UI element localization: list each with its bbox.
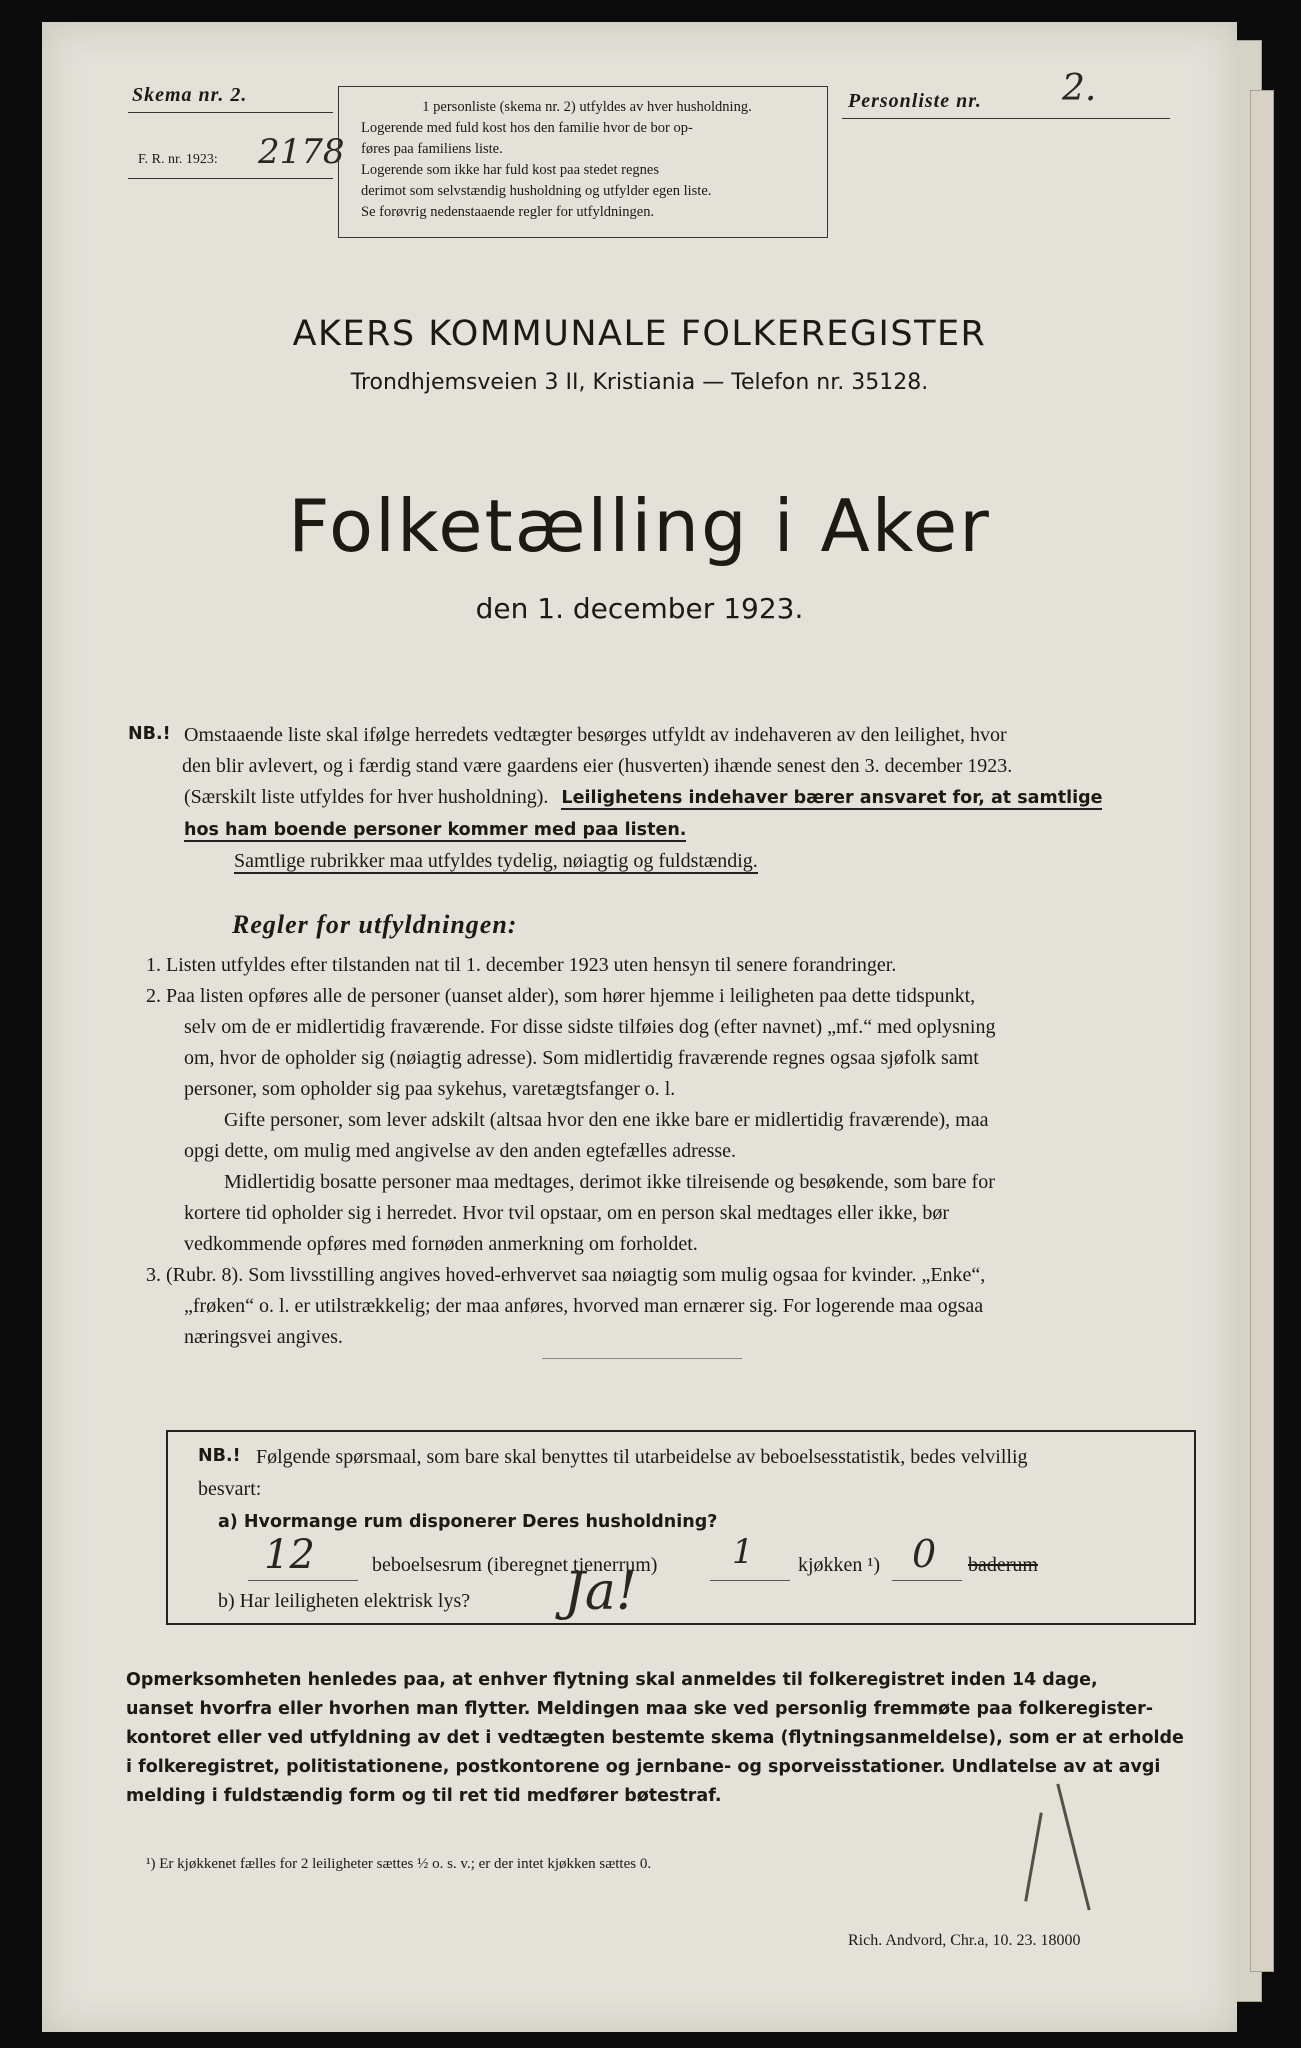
rule-line: „frøken“ o. l. er utilstrækkelig; der maa anføres, hvorved man ernærer sig. For logerende maa ogsaa <box>184 1295 984 1317</box>
kitchen-value: 1 <box>732 1532 754 1572</box>
answer-line <box>892 1580 962 1581</box>
rule-line: vedkommende opføres med fornøden anmerkning om forholdet. <box>184 1233 698 1255</box>
nb-line: den blir avlevert, og i færdig stand være gaardens eier (husverten) ihænde senest den 3. december 1923. <box>182 755 1013 777</box>
census-form-page <box>42 22 1237 2032</box>
nb-line <box>184 846 1184 877</box>
census-date: den 1. december 1923. <box>475 592 804 625</box>
divider <box>842 118 1170 119</box>
org-address: Trondhjemsveien 3 II, Kristiania — Telefon nr. 35128. <box>350 370 929 395</box>
nb-emphasis: Samtlige rubrikker maa utfyldes tydelig, nøiagtig og fuldstændig. <box>234 850 758 872</box>
answer-line <box>710 1580 790 1581</box>
bath-label: baderum <box>968 1554 1038 1576</box>
moving-line: i folkeregistret, politistationene, postkontorene og jernbane- og sporveisstationer. Undlatelse av at avgi <box>126 1757 1161 1777</box>
org-name: AKERS KOMMUNALE FOLKEREGISTER <box>292 314 987 354</box>
page-edge <box>1250 90 1274 1972</box>
housing-intro: Følgende spørsmaal, som bare skal benyttes til utarbeidelse av beboelsesstatistik, bedes velvillig <box>256 1446 1028 1468</box>
notice-box <box>338 86 828 238</box>
fr-number: 2178 <box>258 132 345 172</box>
kitchen-label: kjøkken ¹) <box>798 1554 881 1576</box>
check-mark <box>1024 1812 1043 1901</box>
answer-line <box>248 1580 358 1581</box>
rule-line: selv om de er midlertidig fraværende. For disse sidste tilføies dog (efter navnet) „mf.“ med oplysning <box>184 1016 996 1038</box>
nb-line <box>184 814 1184 846</box>
divider <box>128 112 333 113</box>
rules-list <box>146 950 1186 1353</box>
notice-line: derimot som selvstændig husholdning og utfylder egen liste. <box>361 183 712 199</box>
divider <box>128 178 333 179</box>
rule-line: opgi dette, om mulig med angivelse av den anden egtefælles adresse. <box>184 1140 737 1162</box>
fr-label: F. R. nr. 1923: <box>138 152 218 167</box>
rooms-label: beboelsesrum (iberegnet tjenerrum) <box>372 1554 658 1576</box>
printer-mark: Rich. Andvord, Chr.a, 10. 23. 18000 <box>848 1932 1081 1949</box>
housing-intro: besvart: <box>198 1478 262 1500</box>
notice-line: føres paa familiens liste. <box>361 141 503 157</box>
skema-label: Skema nr. 2. <box>132 84 248 106</box>
rule-line: 2. Paa listen opføres alle de personer (uanset alder), som hører hjemme i leiligheten paa dette tidspunkt, <box>146 985 976 1007</box>
rule-line: kortere tid opholder sig i herredet. Hvor tvil opstaar, om en person skal medtages eller ikke, bør <box>184 1202 950 1224</box>
rules-heading: Regler for utfyldningen: <box>232 910 518 939</box>
rooms-value: 12 <box>264 1532 315 1578</box>
personliste-label: Personliste nr. <box>848 90 982 112</box>
notice-line: Logerende som ikke har fuld kost paa stedet regnes <box>361 162 659 178</box>
electric-value: Ja! <box>564 1562 637 1622</box>
nb-line <box>184 782 1184 814</box>
nb-line: Omstaaende liste skal ifølge herredets vedtægter besørges utfyldt av indehaveren av den leilighet, hvor <box>184 724 1007 746</box>
moving-line: kontoret eller ved utfyldning av det i vedtægten bestemte skema (flytningsanmeldelse), som er at erholde <box>126 1728 1184 1748</box>
notice-line: Logerende med fuld kost hos den familie hvor de bor op- <box>361 120 693 136</box>
housing-nb-label: NB.! <box>198 1446 241 1466</box>
moving-line: Opmerksomheten henledes paa, at enhver flytning skal anmeldes til folkeregistret inden 14 dage, <box>126 1670 1098 1690</box>
moving-notice <box>126 1666 1196 1811</box>
notice-line: 1 personliste (skema nr. 2) utfyldes av hver husholdning. <box>422 99 752 115</box>
nb-line-part: (Særskilt liste utfyldes for hver husholdning). <box>184 786 549 808</box>
rule-line: Midlertidig bosatte personer maa medtages, derimot ikke tilreisende og besøkende, som bare for <box>224 1171 995 1193</box>
notice-line: Se forøvrig nedenstaaende regler for utfyldningen. <box>361 204 655 220</box>
page-title: Folketælling i Aker <box>288 484 991 568</box>
bath-value: 0 <box>912 1532 937 1576</box>
rule-line: Gifte personer, som lever adskilt (altsaa hvor den ene ikke bare er midlertidig fraværende), maa <box>224 1109 989 1131</box>
question-electric: b) Har leiligheten elektrisk lys? <box>218 1590 471 1612</box>
nb-emphasis: Leilighetens indehaver bærer ansvaret for, at samtlige <box>561 788 1103 808</box>
divider <box>542 1358 742 1359</box>
footnote: ¹) Er kjøkkenet fælles for 2 leiligheter sættes ½ o. s. v.; er der intet kjøkken sættes 0. <box>146 1856 652 1872</box>
nb-emphasis: hos ham boende personer kommer med paa listen. <box>184 820 687 840</box>
personliste-number: 2. <box>1062 68 1097 109</box>
rule-line: om, hvor de opholder sig (nøiagtig adresse). Som midlertidig fraværende regnes ogsaa sjøfolk samt <box>184 1047 979 1069</box>
rule-line: 1. Listen utfyldes efter tilstanden nat til 1. december 1923 uten hensyn til senere forandringer. <box>146 954 897 976</box>
nb-label: NB.! <box>128 724 171 744</box>
question-rooms: a) Hvormange rum disponerer Deres husholdning? <box>218 1512 718 1532</box>
nb-paragraph <box>184 720 1184 877</box>
housing-question-box <box>166 1430 1196 1625</box>
moving-line: uanset hvorfra eller hvorhen man flytter. Meldingen maa ske ved personlig fremmøte paa folkeregister- <box>126 1699 1153 1719</box>
rule-line: næringsvei angives. <box>184 1326 343 1348</box>
rule-line: personer, som opholder sig paa sykehus, varetægtsfanger o. l. <box>184 1078 676 1100</box>
rule-line: 3. (Rubr. 8). Som livsstilling angives hoved-erhvervet saa nøiagtig som mulig ogsaa for kvinder. „Enke“, <box>146 1264 986 1286</box>
moving-line: melding i fuldstændig form og til ret tid medfører bøtestraf. <box>126 1786 722 1806</box>
